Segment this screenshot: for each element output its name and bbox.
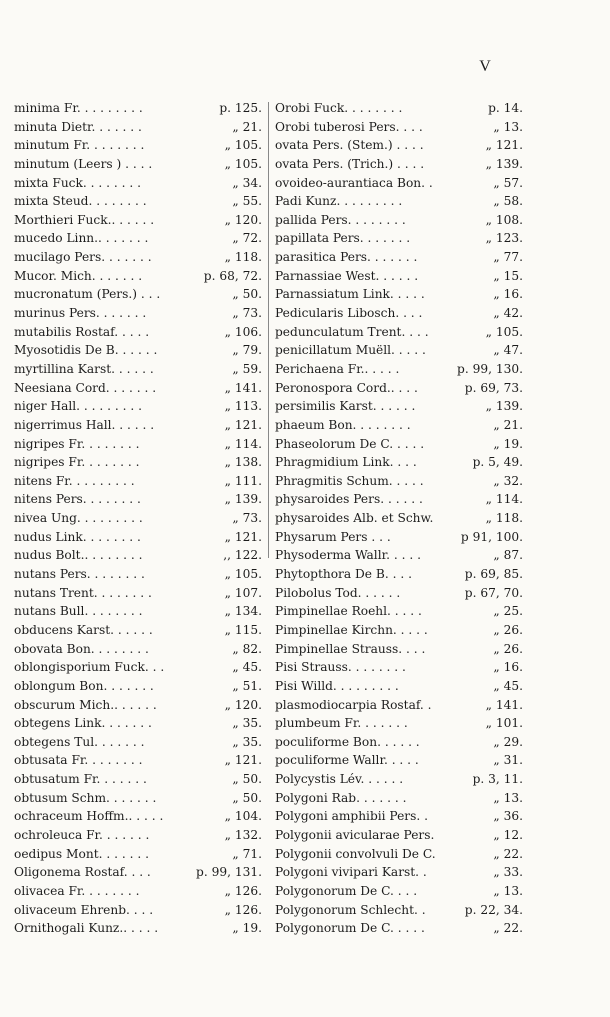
entry-name: Polygonorum De C. . . . .: [275, 921, 425, 936]
entry-page-ref: „ 73.: [232, 511, 262, 526]
entry-name: mutabilis Rostaf. . . . .: [14, 324, 150, 339]
entry-page-ref: „ 105.: [224, 156, 262, 171]
entry-page-ref: „ 22.: [493, 846, 523, 861]
entry-page-ref: „ 104.: [224, 809, 262, 824]
entry-page-ref: „ 126.: [224, 883, 262, 898]
index-entry: [14, 174, 262, 193]
entry-page-ref: „ 121.: [224, 529, 262, 544]
entry-name: obovata Bon. . . . . . . .: [14, 641, 149, 656]
entry-page-ref: „ 115.: [224, 622, 262, 637]
entry-name: Phragmidium Link. . . .: [275, 455, 417, 470]
entry-name: phaeum Bon. . . . . . . .: [275, 417, 411, 432]
index-entry: [14, 770, 262, 789]
entry-name: Phragmitis Schum. . . . .: [275, 473, 424, 488]
index-entry: [14, 304, 262, 323]
entry-name: physaroides Alb. et Schw.: [275, 511, 434, 526]
index-entry: [14, 435, 262, 454]
index-column-right: [275, 99, 523, 938]
entry-name: Phaseolorum De C. . . . .: [275, 436, 425, 451]
index-entry: [275, 528, 523, 547]
entry-page-ref: „ 36.: [493, 809, 523, 824]
entry-page-ref: „ 16.: [493, 287, 523, 302]
index-entry: [14, 136, 262, 155]
entry-name: mixta Fuck. . . . . . . .: [14, 175, 141, 190]
entry-page-ref: „ 101.: [485, 716, 523, 731]
entry-page-ref: „ 34.: [232, 175, 262, 190]
index-column-left: [14, 99, 262, 938]
index-entry: [275, 602, 523, 621]
index-entry: [275, 174, 523, 193]
index-entry: [275, 248, 523, 267]
entry-name: mucronatum (Pers.) . . .: [14, 287, 161, 302]
index-entry: [275, 472, 523, 491]
entry-page-ref: „ 42.: [493, 306, 523, 321]
index-entry: [275, 677, 523, 696]
entry-name: ochroleuca Fr. . . . . . .: [14, 827, 150, 842]
index-entry: [14, 677, 262, 696]
index-entry: [275, 882, 523, 901]
index-entry: [275, 285, 523, 304]
index-entry: [14, 360, 262, 379]
entry-page-ref: p. 3, 11.: [472, 772, 523, 787]
index-entry: [14, 528, 262, 547]
entry-name: obtusata Fr. . . . . . . .: [14, 753, 143, 768]
entry-name: ovoideo-aurantiaca Bon. .: [275, 175, 433, 190]
entry-name: nigerrimus Hall. . . . . .: [14, 417, 155, 432]
entry-name: nitens Fr. . . . . . . . .: [14, 473, 135, 488]
entry-page-ref: „ 120.: [224, 697, 262, 712]
page-number: V: [479, 58, 491, 75]
entry-page-ref: p 91, 100.: [460, 529, 523, 544]
index-entry: [275, 584, 523, 603]
entry-page-ref: ,, 122.: [223, 548, 262, 563]
index-entry: [14, 919, 262, 938]
entry-name: poculiforme Wallr. . . . .: [275, 753, 419, 768]
entry-name: pallida Pers. . . . . . . .: [275, 212, 406, 227]
entry-name: Parnassiatum Link. . . . .: [275, 287, 425, 302]
index-entry: [14, 845, 262, 864]
entry-page-ref: „ 72.: [232, 231, 262, 246]
entry-name: Morthieri Fuck.. . . . . .: [14, 212, 155, 227]
entry-page-ref: p. 14.: [488, 101, 523, 115]
entry-name: Polygoni Rab. . . . . . .: [275, 790, 407, 805]
entry-name: oedipus Mont. . . . . . .: [14, 846, 149, 861]
entry-page-ref: „ 50.: [232, 772, 262, 787]
entry-page-ref: „ 13.: [493, 119, 523, 134]
entry-page-ref: „ 13.: [493, 883, 523, 898]
entry-page-ref: „ 118.: [485, 511, 523, 526]
entry-name: nivea Ung. . . . . . . . .: [14, 511, 143, 526]
entry-name: Padi Kunz. . . . . . . . .: [275, 194, 403, 209]
index-entry: [275, 733, 523, 752]
entry-page-ref: „ 138.: [224, 455, 262, 470]
index-entry: [14, 285, 262, 304]
entry-name: Polygoni vivipari Karst. .: [275, 865, 427, 880]
entry-page-ref: „ 57.: [493, 175, 523, 190]
entry-name: Parnassiae West. . . . . .: [275, 268, 419, 283]
entry-name: obducens Karst. . . . . .: [14, 622, 153, 637]
entry-page-ref: „ 50.: [232, 287, 262, 302]
entry-name: obtegens Tul. . . . . . .: [14, 734, 145, 749]
entry-page-ref: „ 134.: [224, 604, 262, 619]
index-entry: [275, 435, 523, 454]
entry-name: Pilobolus Tod. . . . . .: [275, 585, 401, 600]
entry-name: nutans Trent. . . . . . . .: [14, 585, 152, 600]
entry-name: nitens Pers. . . . . . . .: [14, 492, 141, 507]
entry-name: Pimpinellae Kirchn. . . . .: [275, 622, 428, 637]
entry-page-ref: „ 132.: [224, 827, 262, 842]
index-entry: [275, 267, 523, 286]
entry-name: oblongum Bon. . . . . . .: [14, 678, 154, 693]
index-entry: [275, 751, 523, 770]
entry-page-ref: p. 69, 73.: [464, 380, 523, 395]
index-entry: [275, 136, 523, 155]
index-entry: [275, 397, 523, 416]
entry-page-ref: „ 126.: [224, 902, 262, 917]
entry-name: nigripes Fr. . . . . . . .: [14, 436, 140, 451]
entry-name: Oligonema Rostaf. . . .: [14, 865, 151, 880]
entry-page-ref: p. 67, 70.: [464, 585, 523, 600]
entry-page-ref: „ 121.: [224, 753, 262, 768]
entry-page-ref: „ 15.: [493, 268, 523, 283]
entry-page-ref: „ 139.: [224, 492, 262, 507]
index-entry: [275, 229, 523, 248]
entry-name: obtusum Schm. . . . . . .: [14, 790, 157, 805]
entry-page-ref: „ 107.: [224, 585, 262, 600]
entry-page-ref: „ 45.: [232, 660, 262, 675]
entry-page-ref: „ 13.: [493, 790, 523, 805]
entry-name: parasitica Pers. . . . . . .: [275, 250, 418, 265]
entry-name: niger Hall. . . . . . . . .: [14, 399, 143, 414]
entry-page-ref: p. 69, 85.: [464, 567, 523, 582]
entry-name: myrtillina Karst. . . . . .: [14, 361, 154, 376]
entry-page-ref: „ 32.: [493, 473, 523, 488]
entry-name: Polygonorum De C. . . .: [275, 883, 418, 898]
entry-page-ref: „ 141.: [485, 697, 523, 712]
index-entry: [275, 99, 523, 118]
entry-page-ref: „ 21.: [232, 119, 262, 134]
entry-name: Neesiana Cord. . . . . . .: [14, 380, 157, 395]
index-entry: [275, 304, 523, 323]
entry-page-ref: „ 141.: [224, 380, 262, 395]
entry-name: nudus Bolt.. . . . . . . .: [14, 548, 143, 563]
entry-page-ref: „ 50.: [232, 790, 262, 805]
entry-name: nutans Bull. . . . . . . .: [14, 604, 143, 619]
entry-name: obscurum Mich.. . . . . .: [14, 697, 157, 712]
entry-page-ref: „ 35.: [232, 716, 262, 731]
index-entry: [275, 658, 523, 677]
entry-name: oblongisporium Fuck. . .: [14, 660, 165, 675]
entry-page-ref: p. 22, 34.: [464, 902, 523, 917]
entry-page-ref: „ 121.: [224, 417, 262, 432]
entry-name: mucedo Linn.. . . . . . .: [14, 231, 149, 246]
index-entry: [275, 714, 523, 733]
entry-name: Pisi Strauss. . . . . . . .: [275, 660, 406, 675]
entry-name: persimilis Karst. . . . . .: [275, 399, 416, 414]
entry-page-ref: „ 47.: [493, 343, 523, 358]
index-entry: [14, 99, 262, 118]
index-entry: [14, 621, 262, 640]
entry-name: minima Fr. . . . . . . . .: [14, 101, 143, 115]
index-entry: [14, 453, 262, 472]
index-entry: [14, 658, 262, 677]
index-entry: [14, 807, 262, 826]
entry-page-ref: „ 105.: [224, 138, 262, 153]
entry-name: Pimpinellae Roehl. . . . .: [275, 604, 422, 619]
index-entry: [14, 602, 262, 621]
entry-name: Polygonii avicularae Pers.: [275, 827, 435, 842]
entry-page-ref: „ 82.: [232, 641, 262, 656]
index-entry: [275, 901, 523, 920]
index-entry: [14, 416, 262, 435]
entry-page-ref: „ 16.: [493, 660, 523, 675]
index-entry: [14, 192, 262, 211]
index-entry: [14, 733, 262, 752]
index-entry: [275, 546, 523, 565]
entry-name: Physarum Pers . . .: [275, 529, 391, 544]
entry-name: obtegens Link. . . . . . .: [14, 716, 152, 731]
index-entry: [275, 789, 523, 808]
entry-page-ref: „ 25.: [493, 604, 523, 619]
entry-page-ref: „ 35.: [232, 734, 262, 749]
entry-page-ref: p. 125.: [219, 101, 262, 115]
entry-page-ref: „ 87.: [493, 548, 523, 563]
entry-page-ref: „ 59.: [232, 361, 262, 376]
index-entry: [275, 640, 523, 659]
index-entry: [14, 714, 262, 733]
entry-page-ref: „ 21.: [493, 417, 523, 432]
index-entry: [14, 640, 262, 659]
index-entry: [275, 696, 523, 715]
index-entry: [14, 826, 262, 845]
index-entry: [14, 229, 262, 248]
index-entry: [275, 845, 523, 864]
entry-name: olivacea Fr. . . . . . . .: [14, 883, 140, 898]
entry-name: ochraceum Hoffm.. . . . .: [14, 809, 164, 824]
index-entry: [275, 770, 523, 789]
entry-name: Perichaena Fr.. . . . .: [275, 361, 400, 376]
entry-page-ref: „ 123.: [485, 231, 523, 246]
entry-name: minutum Fr. . . . . . . .: [14, 138, 145, 153]
entry-name: ovata Pers. (Trich.) . . . .: [275, 156, 425, 171]
entry-page-ref: „ 139.: [485, 399, 523, 414]
entry-page-ref: „ 111.: [224, 473, 262, 488]
entry-name: Phytopthora De B. . . .: [275, 567, 412, 582]
index-entry: [275, 509, 523, 528]
entry-page-ref: „ 22.: [493, 921, 523, 936]
entry-name: Ornithogali Kunz.. . . . .: [14, 921, 159, 936]
index-entry: [14, 751, 262, 770]
entry-page-ref: „ 120.: [224, 212, 262, 227]
index-entry: [275, 360, 523, 379]
entry-page-ref: „ 113.: [224, 399, 262, 414]
entry-name: mixta Steud. . . . . . . .: [14, 194, 147, 209]
index-entry: [14, 267, 262, 286]
index-entry: [14, 882, 262, 901]
entry-page-ref: „ 12.: [493, 827, 523, 842]
entry-name: physaroides Pers. . . . . .: [275, 492, 423, 507]
entry-page-ref: „ 71.: [232, 846, 262, 861]
entry-page-ref: „ 29.: [493, 734, 523, 749]
entry-name: obtusatum Fr. . . . . . .: [14, 772, 147, 787]
entry-page-ref: „ 26.: [493, 622, 523, 637]
entry-name: Peronospora Cord.. . . .: [275, 380, 418, 395]
entry-name: poculiforme Bon. . . . . .: [275, 734, 420, 749]
entry-name: penicillatum Muëll. . . . .: [275, 343, 426, 358]
entry-page-ref: p. 68, 72.: [203, 268, 262, 283]
index-entry: [14, 341, 262, 360]
index-entry: [275, 919, 523, 938]
entry-page-ref: „ 45.: [493, 678, 523, 693]
entry-page-ref: „ 58.: [493, 194, 523, 209]
entry-page-ref: „ 79.: [232, 343, 262, 358]
index-entry: [14, 155, 262, 174]
entry-name: plasmodiocarpia Rostaf. .: [275, 697, 432, 712]
index-entry: [14, 546, 262, 565]
entry-page-ref: p. 5, 49.: [472, 455, 523, 470]
entry-page-ref: „ 26.: [493, 641, 523, 656]
entry-name: plumbeum Fr. . . . . . .: [275, 716, 408, 731]
index-entry: [275, 826, 523, 845]
entry-name: mucilago Pers. . . . . . .: [14, 250, 152, 265]
entry-name: Pisi Willd. . . . . . . . .: [275, 678, 399, 693]
entry-name: papillata Pers. . . . . . .: [275, 231, 411, 246]
entry-page-ref: „ 121.: [485, 138, 523, 153]
entry-name: murinus Pers. . . . . . .: [14, 306, 147, 321]
entry-name: nudus Link. . . . . . . .: [14, 529, 141, 544]
index-entry: [275, 453, 523, 472]
entry-name: Pimpinellae Strauss. . . .: [275, 641, 426, 656]
index-entry: [14, 490, 262, 509]
index-entry: [275, 211, 523, 230]
index-entry: [14, 379, 262, 398]
index-entry: [275, 807, 523, 826]
entry-page-ref: „ 55.: [232, 194, 262, 209]
entry-page-ref: „ 73.: [232, 306, 262, 321]
index-entry: [14, 323, 262, 342]
index-entry: [275, 192, 523, 211]
entry-page-ref: „ 105.: [224, 567, 262, 582]
entry-page-ref: p. 99, 131.: [196, 865, 262, 880]
entry-page-ref: „ 51.: [232, 678, 262, 693]
entry-name: nigripes Fr. . . . . . . .: [14, 455, 140, 470]
index-entry: [14, 509, 262, 528]
index-entry: [14, 901, 262, 920]
entry-page-ref: p. 99, 130.: [457, 361, 523, 376]
index-entry: [275, 323, 523, 342]
entry-page-ref: „ 77.: [493, 250, 523, 265]
entry-page-ref: „ 108.: [485, 212, 523, 227]
entry-name: Myosotidis De B. . . . . .: [14, 343, 158, 358]
index-entry: [14, 789, 262, 808]
index-entry: [14, 696, 262, 715]
entry-page-ref: „ 31.: [493, 753, 523, 768]
entry-name: nutans Pers. . . . . . . .: [14, 567, 145, 582]
entry-name: Physoderma Wallr. . . . .: [275, 548, 421, 563]
entry-name: Polycystis Lév. . . . . .: [275, 772, 404, 787]
index-entry: [14, 584, 262, 603]
index-entry: [275, 863, 523, 882]
index-entry: [275, 416, 523, 435]
entry-name: ovata Pers. (Stem.) . . . .: [275, 138, 424, 153]
index-entry: [275, 341, 523, 360]
entry-name: Orobi tuberosi Pers. . . .: [275, 119, 423, 134]
index-entry: [14, 472, 262, 491]
entry-name: Orobi Fuck. . . . . . . .: [275, 101, 403, 115]
entry-page-ref: „ 19.: [232, 921, 262, 936]
entry-page-ref: „ 114.: [224, 436, 262, 451]
entry-page-ref: „ 114.: [485, 492, 523, 507]
index-entry: [275, 565, 523, 584]
index-entry: [275, 155, 523, 174]
column-divider: [268, 102, 269, 558]
index-entry: [14, 397, 262, 416]
index-entry: [275, 118, 523, 137]
entry-name: Polygonorum Schlecht. .: [275, 902, 426, 917]
entry-name: minutum (Leers ) . . . .: [14, 156, 153, 171]
entry-page-ref: „ 106.: [224, 324, 262, 339]
entry-page-ref: „ 19.: [493, 436, 523, 451]
entry-page-ref: „ 118.: [224, 250, 262, 265]
entry-name: minuta Dietr. . . . . . .: [14, 119, 142, 134]
entry-name: olivaceum Ehrenb. . . .: [14, 902, 154, 917]
entry-name: Pedicularis Libosch. . . .: [275, 306, 423, 321]
index-entry: [14, 118, 262, 137]
index-entry: [14, 211, 262, 230]
index-entry: [14, 565, 262, 584]
index-entry: [275, 621, 523, 640]
index-entry: [275, 490, 523, 509]
entry-name: pedunculatum Trent. . . .: [275, 324, 429, 339]
entry-name: Polygonii convolvuli De C.: [275, 846, 436, 861]
index-entry: [14, 863, 262, 882]
index-entry: [14, 248, 262, 267]
entry-page-ref: „ 33.: [493, 865, 523, 880]
entry-page-ref: „ 105.: [485, 324, 523, 339]
entry-page-ref: „ 139.: [485, 156, 523, 171]
entry-name: Mucor. Mich. . . . . . .: [14, 268, 143, 283]
index-entry: [275, 379, 523, 398]
entry-name: Polygoni amphibii Pers. .: [275, 809, 428, 824]
